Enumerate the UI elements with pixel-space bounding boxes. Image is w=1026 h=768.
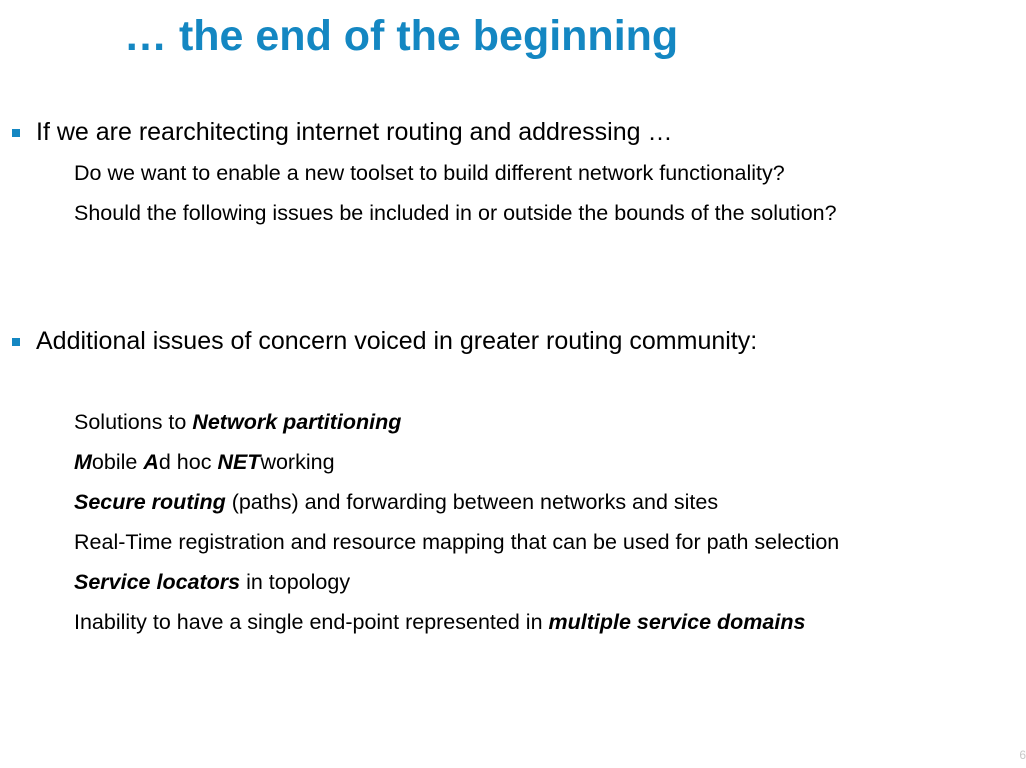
sub-item-bounds: Should the following issues be included in or outside the bounds of the solution? — [74, 201, 837, 225]
issue-service-locators — [74, 570, 350, 595]
sub-item-toolset: Do we want to enable a new toolset to build different network functionality? — [74, 161, 785, 185]
manet-obile: obile — [91, 450, 144, 474]
issue-multiple-service-domains — [74, 610, 805, 635]
manet-m: M — [74, 450, 92, 474]
issue-emphasis: Service locators — [74, 570, 241, 594]
bullet-text: Additional issues of concern voiced in greater routing community: — [36, 327, 758, 355]
issue-real-time-registration: Real-Time registration and resource mapping that can be used for path selection — [74, 530, 840, 554]
manet-working: working — [260, 450, 335, 474]
page-number: 6 — [1019, 748, 1026, 762]
issue-prefix: Inability to have a single end-point represented in — [74, 610, 549, 634]
slide-title: … the end of the beginning — [124, 12, 679, 60]
issue-emphasis: Secure routing — [74, 490, 226, 514]
square-bullet-icon — [12, 129, 20, 137]
issue-suffix: in topology — [240, 570, 351, 594]
issue-manet — [74, 450, 335, 475]
issue-emphasis: Network partitioning — [192, 410, 402, 434]
manet-net: NET — [217, 450, 261, 474]
issue-emphasis: multiple service domains — [548, 610, 806, 634]
issue-prefix: Solutions to — [74, 410, 193, 434]
bullet-text: If we are rearchitecting internet routing and addressing … — [36, 118, 673, 146]
manet-a: A — [143, 450, 159, 474]
issue-network-partitioning — [74, 410, 401, 435]
manet-d-hoc: d hoc — [158, 450, 218, 474]
issue-suffix: (paths) and forwarding between networks and sites — [225, 490, 719, 514]
issue-secure-routing — [74, 490, 718, 515]
square-bullet-icon — [12, 338, 20, 346]
